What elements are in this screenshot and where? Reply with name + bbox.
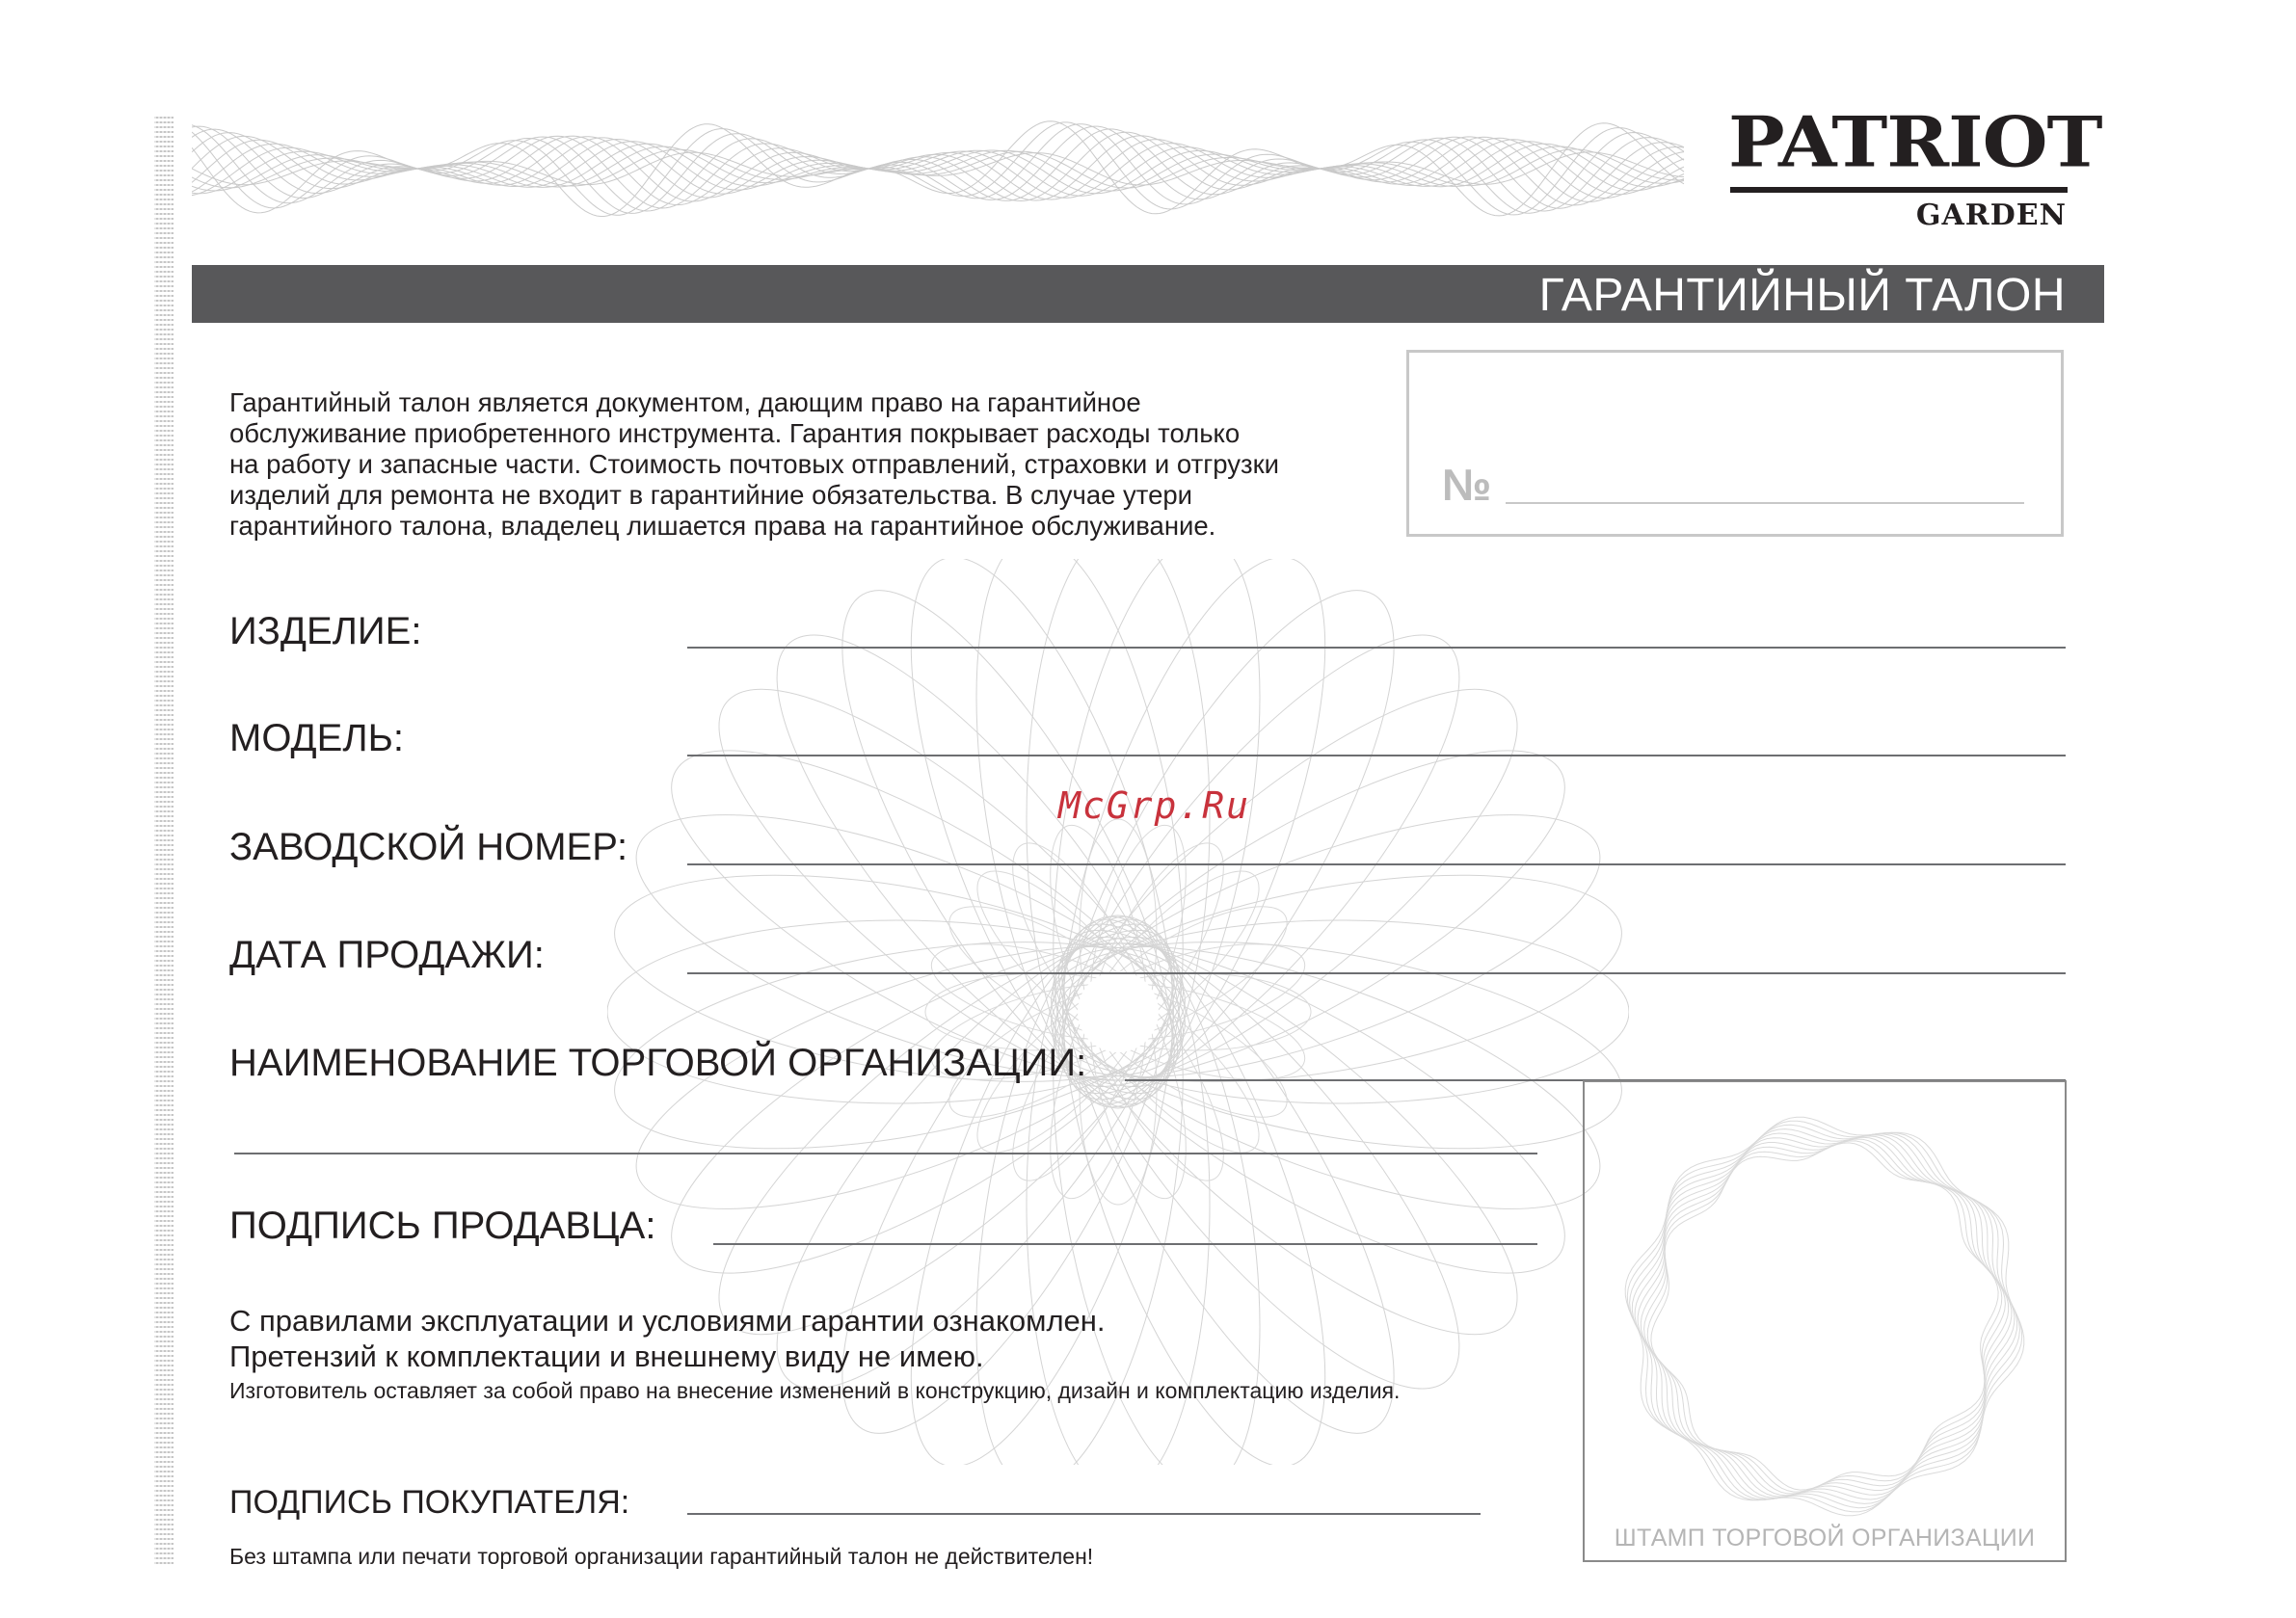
- intro-paragraph: [229, 387, 1367, 542]
- rosette-loop: [1024, 893, 1629, 1263]
- guilloche-wave: [192, 121, 1684, 217]
- acknowledge-rules-text: С правилами эксплуатации и условиями гарантии ознакомлен.: [229, 1304, 1106, 1338]
- model-label: МОДЕЛЬ:: [229, 717, 404, 759]
- rosette-loop: [1007, 632, 1568, 1144]
- rosette-loop: [1014, 692, 1607, 1140]
- acknowledge-no-claims-text: Претензий к комплектации и внешнему виду не имею.: [229, 1339, 984, 1373]
- stamp-box: [1583, 1080, 2067, 1562]
- site-watermark: McGrp.Ru: [1058, 784, 1251, 827]
- stamp-ring-line: [1630, 1125, 2020, 1507]
- stamp-ring-line: [1632, 1129, 2016, 1504]
- coupon-number-box: [1406, 350, 2064, 537]
- stamp-ring-line: [1647, 1141, 2002, 1492]
- trade-organization-label: НАИМЕНОВАНИЕ ТОРГОВОЙ ОРГАНИЗАЦИИ:: [229, 1042, 1087, 1084]
- title-bar: [192, 265, 2104, 323]
- stamp-ring-line: [1638, 1136, 2012, 1497]
- seller-signature-label: ПОДПИСЬ ПРОДАВЦА:: [229, 1205, 656, 1247]
- product-field[interactable]: [687, 647, 2066, 649]
- rosette-loop: [629, 885, 1222, 1333]
- model-field[interactable]: [687, 755, 2066, 756]
- intro-line: на работу и запасные части. Стоимость почтовых отправлений, страховки и отгрузки: [229, 449, 1279, 479]
- stamp-ring-line: [1651, 1143, 1998, 1490]
- patriot-garden-logo: [1728, 102, 2102, 232]
- brand-name: PATRIOT: [1728, 102, 2102, 184]
- sale-date-label: ДАТА ПРОДАЖИ:: [229, 934, 545, 976]
- brand-subname: GARDEN: [1915, 199, 2067, 232]
- stamp-label: ШТАМП ТОРГОВОЙ ОРГАНИЗАЦИИ: [1614, 1525, 2036, 1552]
- rosette-loop: [1014, 885, 1607, 1333]
- trade-organization-field-continued[interactable]: [234, 1153, 1537, 1154]
- buyer-signature-field[interactable]: [687, 1513, 1481, 1515]
- serial-number-field[interactable]: [687, 863, 2066, 865]
- intro-line: гарантийного талона, владелец лишается права на гарантийное обслуживание.: [229, 511, 1216, 541]
- stamp-ring-line: [1625, 1117, 2024, 1516]
- intro-line: обслуживание приобретенного инструмента. Гарантия покрывает расходы только: [229, 418, 1241, 448]
- perforation-strip: [154, 114, 174, 1564]
- seller-signature-field[interactable]: [713, 1243, 1537, 1245]
- stamp-ring-line: [1627, 1121, 2021, 1512]
- rosette-center: [1078, 971, 1159, 1052]
- sale-date-field[interactable]: [687, 972, 2066, 974]
- buyer-signature-label: ПОДПИСЬ ПОКУПАТЕЛЯ:: [229, 1484, 630, 1521]
- serial-number-label: ЗАВОДСКОЙ НОМЕР:: [229, 826, 628, 868]
- number-sign: №: [1442, 460, 1492, 510]
- page-title: ГАРАНТИЙНЫЙ ТАЛОН: [1538, 270, 2066, 321]
- intro-line: Гарантийный талон является документом, дающим право на гарантийное: [229, 387, 1141, 417]
- product-label: ИЗДЕЛИЕ:: [229, 610, 422, 652]
- guilloche-ornament: [192, 110, 1687, 227]
- brand-underline: [1730, 187, 2068, 193]
- intro-line: изделий для ремонта не входит в гарантийние обязательства. В случае утери: [229, 480, 1193, 510]
- coupon-number-field[interactable]: [1506, 502, 2024, 504]
- stamp-circle-ornament: [1598, 1090, 2051, 1543]
- manufacturer-notice: Изготовитель оставляет за собой право на внесение изменений в конструкцию, дизайн и комплектацию изделия.: [229, 1378, 1401, 1403]
- validity-notice: Без штампа или печати торговой организации гарантийный талон не действителен!: [229, 1544, 1094, 1569]
